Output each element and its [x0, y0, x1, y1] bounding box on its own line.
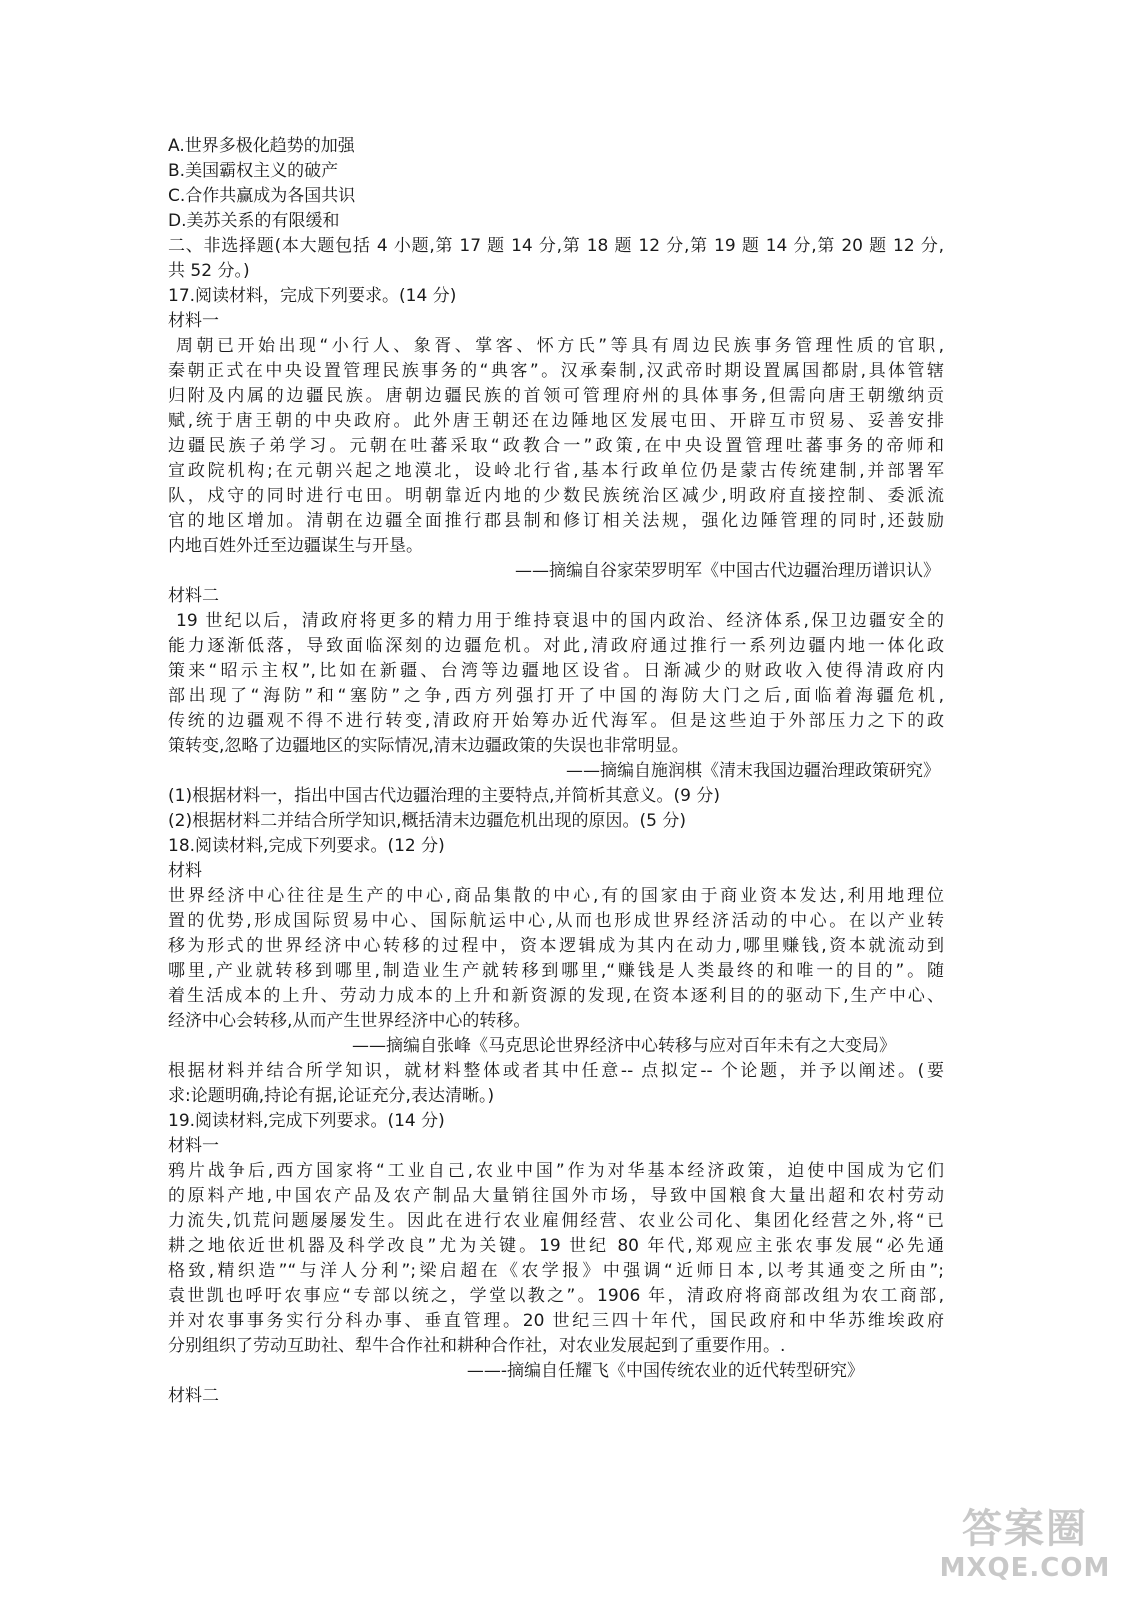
material-label: 材料一: [168, 1136, 219, 1156]
text-line: 哪里,产业就转移到哪里,制造业生产就转移到哪里,“赚钱是人类最终的和唯一的目的”。随: [168, 961, 944, 981]
material-label: 材料: [168, 861, 202, 881]
text-line: 求:论题明确,持论有据,论证充分,表达清晰。): [168, 1086, 495, 1106]
text-line: 分别组织了劳动互助社、犁牛合作社和耕种合作社，对农业发展起到了重要作用。.: [168, 1336, 786, 1356]
text-line: 置的优势,形成国际贸易中心、国际航运中心,从而也形成世界经济活动的中心。在以产业转: [168, 911, 944, 931]
section-heading: [168, 234, 944, 284]
answer-options: [168, 134, 944, 234]
question-prompt: [168, 1059, 944, 1109]
text-line: 鸦片战争后,西方国家将“工业自己,农业中国”作为对华基本经济政策，迫使中国成为它们: [168, 1161, 944, 1181]
section-heading-line: 共 52 分。): [168, 261, 250, 281]
question-title: 18.阅读材料,完成下列要求。(12 分): [168, 836, 445, 856]
material-source: ——摘编自张峰《马克思论世界经济中心转移与应对百年未有之大变局》: [352, 1036, 896, 1056]
question-17: [168, 284, 944, 834]
watermark-url-text: MXQE.COM: [939, 1553, 1111, 1583]
text-line: 归附及内属的边疆民族。唐朝边疆民族的首领可管理府州的具体事务,但需向唐王朝缴纳贡: [168, 386, 944, 406]
text-line: 策来“昭示主权”,比如在新疆、台湾等边疆地区设省。日渐减少的财政收入使得清政府内: [168, 661, 944, 681]
material-label: 材料二: [168, 586, 219, 606]
material-source: ——摘编自施润棋《清末我国边疆治理政策研究》: [566, 761, 940, 781]
text-line: 传统的边疆观不得不进行转变,清政府开始筹办近代海军。但是这些迫于外部压力之下的政: [168, 711, 944, 731]
option-b: B.美国霸权主义的破产: [168, 161, 339, 181]
material-text: [168, 609, 944, 759]
material-text: [168, 1159, 944, 1359]
text-line: 策转变,忽略了边疆地区的实际情况,清末边疆政策的失误也非常明显。: [168, 736, 689, 756]
material-label: 材料二: [168, 1386, 219, 1406]
material-text: [168, 334, 944, 559]
watermark-logo-text: 答案圈: [962, 1506, 1088, 1552]
text-line: 秦朝正式在中央设置管理民族事务的“典客”。汉承秦制,汉武帝时期设置属国都尉,具体管辖: [168, 361, 944, 381]
material-source: ——摘编自谷家荣罗明军《中国古代边疆治理历谱识认》: [515, 561, 940, 581]
text-line: 格致,精织造”“与洋人分利”;梁启超在《农学报》中强调“近师日本,以考其通变之所由”;: [168, 1261, 944, 1281]
text-line: 经济中心会转移,从而产生世界经济中心的转移。: [168, 1011, 531, 1031]
text-line: 宣政院机构;在元朝兴起之地漠北，设岭北行省,基本行政单位仍是蒙古传统建制,并部署军: [168, 461, 944, 481]
text-line: 世界经济中心往往是生产的中心,商品集散的中心,有的国家由于商业资本发达,利用地理位: [168, 886, 944, 906]
option-c: C.合作共赢成为各国共识: [168, 186, 356, 206]
text-line: 19 世纪以后，清政府将更多的精力用于维持衰退中的国内政治、经济体系,保卫边疆安全的: [176, 611, 944, 631]
sub-question: (1)根据材料一，指出中国古代边疆治理的主要特点,并简析其意义。(9 分): [168, 786, 720, 806]
text-line: 官的地区增加。清朝在边疆全面推行郡县制和修订相关法规，强化边陲管理的同时,还鼓励: [168, 511, 944, 531]
text-line: 的原料产地,中国农产品及农产制品大量销往国外市场，导致中国粮食大量出超和农村劳动: [168, 1186, 944, 1206]
question-18: [168, 834, 944, 1109]
text-line: 并对农事事务实行分科办事、垂直管理。20 世纪三四十年代，国民政府和中华苏维埃政府: [168, 1311, 944, 1331]
text-line: 内地百姓外迁至边疆谋生与开垦。: [168, 536, 423, 556]
text-line: 周朝已开始出现“小行人、象胥、掌客、怀方氏”等具有周边民族事务管理性质的官职,: [176, 336, 944, 356]
option-a: A.世界多极化趋势的加强: [168, 136, 355, 156]
text-line: 力流失,饥荒问题屡屡发生。因此在进行农业雇佣经营、农业公司化、集团化经营之外,将“已: [168, 1211, 944, 1231]
text-line: 部出现了“海防”和“塞防”之争,西方列强打开了中国的海防大门之后,面临着海疆危机,: [168, 686, 944, 706]
text-line: 能力逐渐低落，导致面临深刻的边疆危机。对此,清政府通过推行一系列边疆内地一体化政: [168, 636, 944, 656]
section-heading-line: 二、非选择题(本大题包括 4 小题,第 17 题 14 分,第 18 题 12 分,第 19 题 14 分,第 20 题 12 分,: [168, 236, 944, 256]
text-line: 赋,统于唐王朝的中央政府。此外唐王朝还在边陲地区发展屯田、开辟互市贸易、妥善安排: [168, 411, 944, 431]
option-d: D.美苏关系的有限缓和: [168, 211, 340, 231]
site-watermark: [925, 1505, 1125, 1597]
text-line: 队，戍守的同时进行屯田。明朝靠近内地的少数民族统治区减少,明政府直接控制、委派流: [168, 486, 944, 506]
text-line: 袁世凯也呼吁农事应“专部以统之，学堂以教之”。1906 年，清政府将商部改组为农工商部,: [168, 1286, 944, 1306]
text-line: 移为形式的世界经济中心转移的过程中，资本逻辑成为其内在动力,哪里赚钱,资本就流动到: [168, 936, 944, 956]
question-title: 17.阅读材料，完成下列要求。(14 分): [168, 286, 457, 306]
material-source: ——-摘编自任耀飞《中国传统农业的近代转型研究》: [466, 1361, 864, 1381]
sub-question: (2)根据材料二并结合所学知识,概括清末边疆危机出现的原因。(5 分): [168, 811, 686, 831]
exam-page: [168, 134, 944, 1409]
text-line: 耕之地依近世机器及科学改良”尤为关键。19 世纪 80 年代,郑观应主张农事发展“必先通: [168, 1236, 944, 1256]
material-text: [168, 884, 944, 1034]
text-line: 根据材料并结合所学知识，就材料整体或者其中任意-- 点拟定-- 个论题，并予以阐述。(要: [168, 1061, 944, 1081]
text-line: 着生活成本的上升、劳动力成本的上升和新资源的发现,在资本逐利目的的驱动下,生产中心、: [168, 986, 944, 1006]
text-line: 边疆民族子弟学习。元朝在吐蕃采取“政教合一”政策,在中央设置管理吐蕃事务的帝师和: [168, 436, 944, 456]
question-title: 19.阅读材料,完成下列要求。(14 分): [168, 1111, 445, 1131]
material-label: 材料一: [168, 311, 219, 331]
question-19: [168, 1109, 944, 1409]
